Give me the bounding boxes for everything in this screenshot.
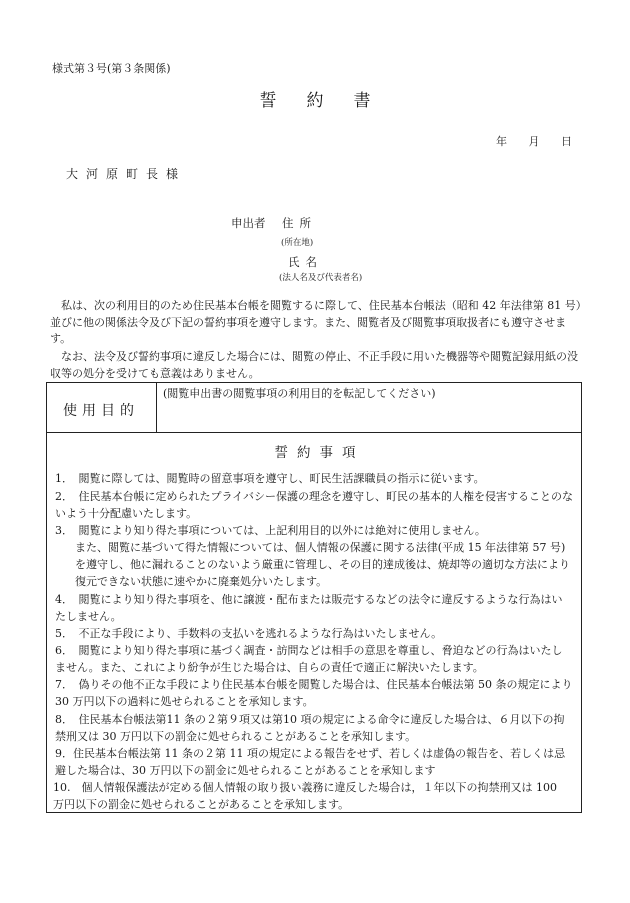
name-note: (法人名及び代表者名)	[279, 273, 363, 283]
purpose-divider	[156, 383, 157, 432]
pledge-item-10: 10. 個人情報保護法が定める個人情報の取り扱い義務に違反した場合は，１年以下の拘禁刑又は 100 万円以下の罰金に処せられることがあることを承知します。	[53, 781, 557, 812]
pledge-item-8: 8． 住民基本台帳法第11 条の２第９項又は第10 項の規定による命令に違反した場合は、６月以下の拘禁刑又は 30 万円以下の罰金に処せられることがあることを承知します。	[55, 713, 565, 744]
document-title: 誓約書	[259, 91, 401, 111]
pledge-item-6: 6． 閲覧により知り得た事項に基づく調査・訪問などは相手の意思を尊重し、脅迫などの行為はいたしません。また、これにより紛争が生じた場合は、自らの責任で適正に解決いたします。	[55, 644, 563, 675]
purpose-label: 使用目的	[63, 403, 139, 419]
address-note: (所在地)	[281, 238, 314, 248]
address-label: 住所	[282, 216, 317, 230]
intro-paragraph-2: なお、法令及び誓約事項に違反した場合には、閲覧の停止、不正手段に用いた機器等や閲覧記録用紙の没収等の処分を受けても意義はありません。	[50, 350, 578, 380]
pledge-heading: 誓約事項	[274, 445, 365, 461]
pledge-item-1: 1． 閲覧に際しては、閲覧時の留意事項を遵守し、町民生活課職員の指示に従います。	[55, 472, 485, 485]
pledge-item-2: 2． 住民基本台帳に定められたプライバシー保護の理念を遵守し、町民の基本的人権を侵害することのないよう十分配慮いたします。	[55, 490, 573, 521]
pledge-item-3: 3． 閲覧により知り得た事項については、上記利用目的以外には絶対に使用しません。	[55, 524, 486, 537]
purpose-placeholder: (閲覧申出書の閲覧事項の利用目的を転記してください)	[163, 387, 436, 400]
pledge-item-3-detail: また、閲覧に基づいて得た情報については、個人情報の保護に関する法律(平成 15 年法律第 57 号)を遵守し、他に漏れることのないよう厳重に管理し、その目的達成後は、焼却等の適切な方法により復元できない状態に速やかに廃棄処分いたします。	[75, 541, 570, 589]
addressee: 大河原町長様	[66, 167, 187, 181]
applicant-label: 申出者	[231, 216, 266, 230]
pledge-section	[46, 433, 582, 813]
date-line: 年 月 日	[496, 135, 572, 148]
pledge-item-4: 4． 閲覧により知り得た事項を、他に譲渡・配布または販売するなどの法令に違反するような行為はいたしません。	[55, 593, 563, 624]
form-number: 様式第３号(第３条関係)	[52, 62, 171, 75]
pledge-item-9: 9．住民基本台帳法第 11 条の２第 11 項の規定による報告をせず、若しくは虚偽の報告を、若しくは忌避した場合は、30 万円以下の罰金に処せられることがあることを承知します	[55, 747, 566, 778]
pledge-item-7: 7． 偽りその他不正な手段により住民基本台帳を閲覧した場合は、住民基本台帳法第 50 条の規定により 30 万円以下の過料に処せられることを承知します。	[55, 678, 573, 709]
pledge-item-5: 5． 不正な手段により、手数料の支払いを逃れるような行為はいたしません。	[55, 627, 443, 640]
intro-paragraph-1: 私は、次の利用目的のため住民基本台帳を閲覧するに際して、住民基本台帳法（昭和 42 年法律第 81 号）並びに他の関係法令及び下記の誓約事項を遵守します。また、閲覧者及び閲覧事項取扱者にも遵守させます。	[50, 299, 582, 346]
purpose-table	[46, 382, 582, 433]
name-label: 氏名	[288, 255, 323, 269]
